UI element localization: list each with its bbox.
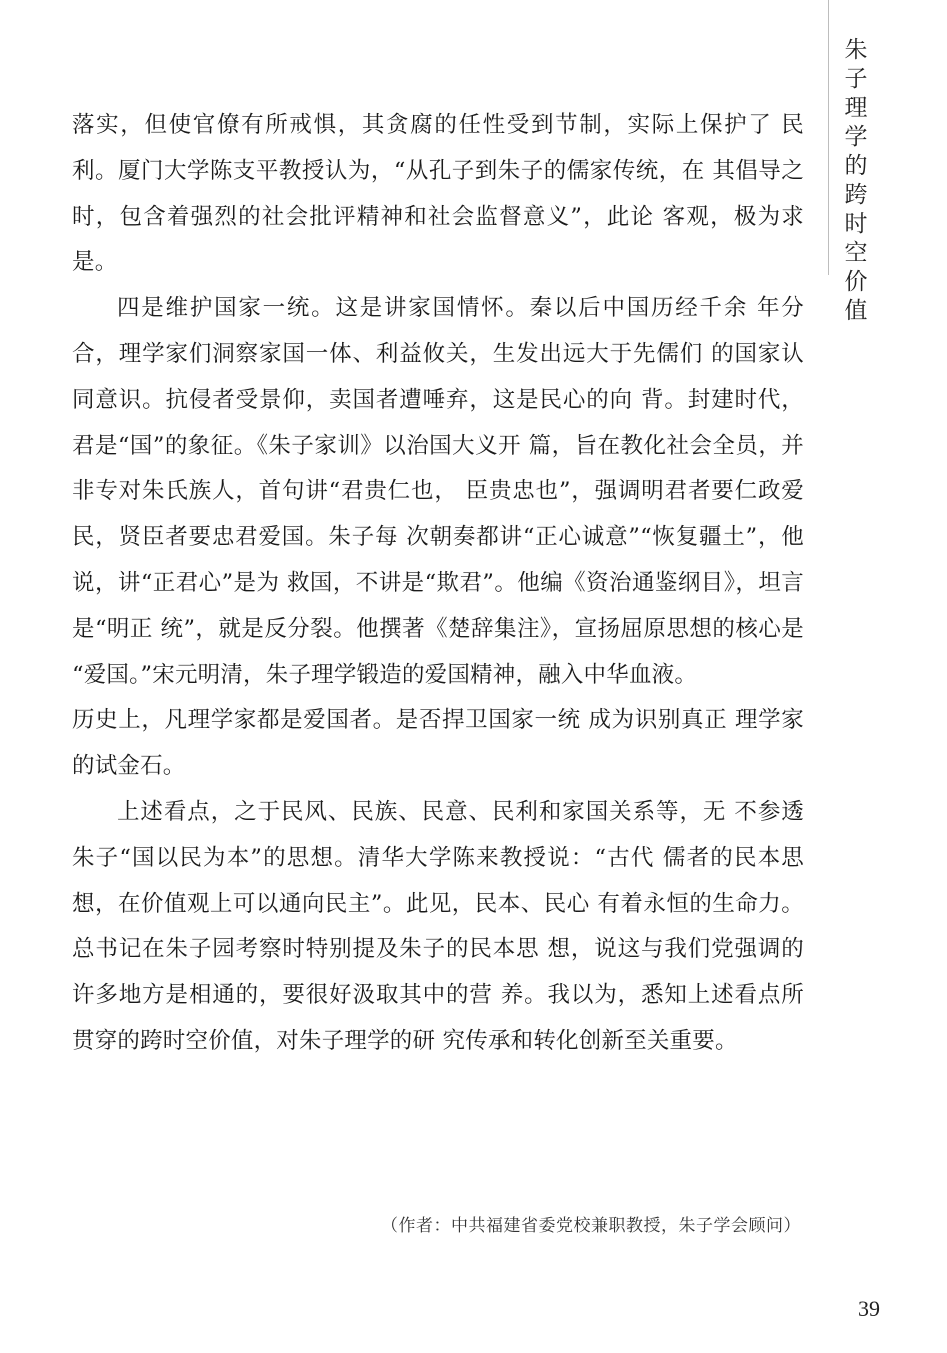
running-header-char: 学 bbox=[844, 124, 868, 150]
paragraph-2: 四是维护国家一统。这是讲家国情怀。秦以后中国历经千余 年分合，理学家们洞察家国一体、利益攸关，生发出远大于先儒们 的国家认同意识。抗侵者受景仰，卖国者遭唾弃，这是民心的向 背。封建时代，君是“国”的象征。《朱子家训》以治国大义开 篇，旨在教化社会全员，并非专对朱氏族人，首句讲“君贵仁也， 臣贵忠也”，强调明君者要仁政爱民，贤臣者要忠君爱国。朱子每 次朝奏都讲“正心诚意”“恢复疆土”，他说，讲“正君心”是为 救国，不讲是“欺君”。他编《资治通鉴纲目》，坦言是“明正 统”，就是反分裂。他撰著《楚辞集注》，宣扬屈原思想的核心是 “爱国。”宋元明清，朱子理学锻造的爱国精神，融入中华血液。 bbox=[72, 295, 804, 688]
paragraph-4: 上述看点，之于民风、民族、民意、民利和家国关系等，无 不参透朱子“国以民为本”的思想。清华大学陈来教授说：“古代 儒者的民本思想，在价值观上可以通向民主”。此见，民本、民心 有着永恒的生命力。总书记在朱子园考察时特别提及朱子的民本思 想，说这与我们党强调的许多地方是相通的，要很好汲取其中的营 养。我以为，悉知上述看点所贯穿的跨时空价值，对朱子理学的研 究传承和转化创新至关重要。 bbox=[72, 798, 804, 1054]
running-header-char: 空 bbox=[844, 240, 868, 266]
header-divider bbox=[828, 0, 829, 275]
running-header bbox=[836, 36, 876, 326]
author-byline: （作者：中共福建省委党校兼职教授，朱子学会顾问） bbox=[381, 1216, 801, 1236]
running-header-char: 子 bbox=[844, 66, 868, 92]
running-header-char: 跨 bbox=[844, 182, 868, 208]
running-header-char: 理 bbox=[844, 95, 868, 121]
running-header-char: 的 bbox=[844, 153, 868, 179]
page-number: 39 bbox=[858, 1296, 880, 1321]
running-header-char: 价 bbox=[844, 269, 868, 295]
running-header-char: 朱 bbox=[844, 37, 868, 63]
running-header-char: 时 bbox=[844, 211, 868, 237]
running-header-char: 值 bbox=[844, 298, 868, 324]
paragraph-3: 历史上，凡理学家都是爱国者。是否捍卫国家一统 成为识别真正 理学家的试金石。 bbox=[72, 707, 804, 780]
article-body bbox=[72, 103, 804, 1065]
paragraph-1: 落实，但使官僚有所戒惧，其贪腐的任性受到节制，实际上保护了 民利。厦门大学陈支平教授认为，“从孔子到朱子的儒家传统，在 其倡导之时，包含着强烈的社会批评精神和社会监督意义”，此论 客观，极为求是。 bbox=[72, 112, 804, 276]
